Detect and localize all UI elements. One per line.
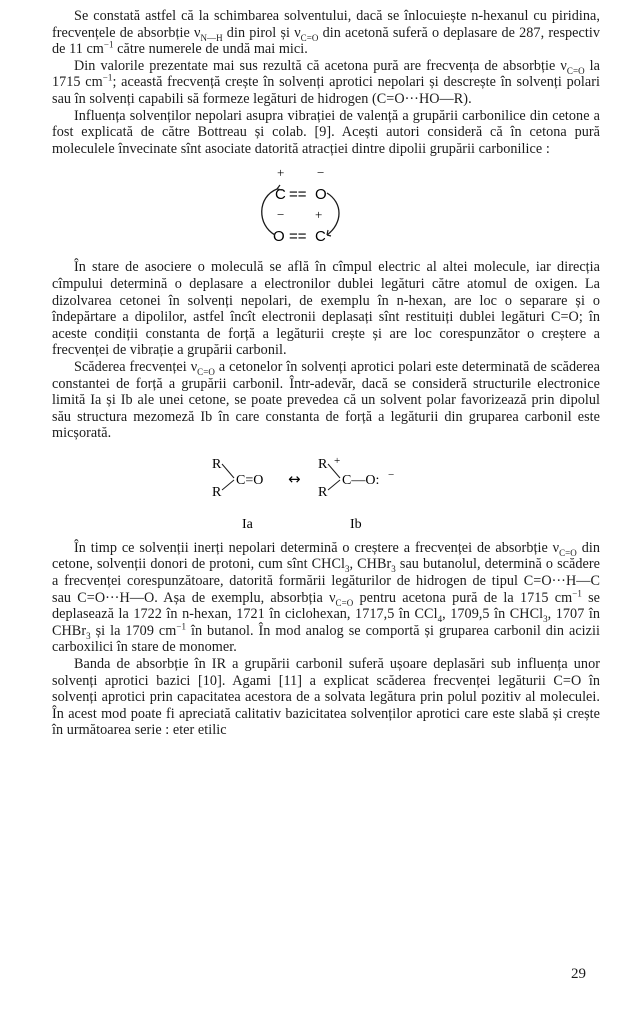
bottom-double-bond: ==	[289, 228, 307, 246]
top-carbon: C	[275, 186, 286, 204]
paragraph-2: Din valorile prezentate mai sus rezultă că acetona pură are frecvența de absorbție $\nu_{C=O}$ la 1715 $cm^{-1}$; această frecvență crește în solvenți aprotici nepolari și descrește în solvenți polari sau în solvenți capabili să formeze legături de hidrogen (C=O···HO—R).	[52, 57, 601, 107]
resonance-arrow: ↔	[288, 469, 301, 488]
structure-ib-plus: +	[334, 454, 341, 467]
resonance-structures-figure	[52, 448, 600, 536]
resonance-diagram	[202, 448, 462, 536]
paragraph-6: În timp ce solvenții inerți nepolari determină o creștere a frecvenței de absorbție $\nu_{C=O}$ din cetone, solvenții donori de protoni, cum sînt CHCl$_3$, CHBr$_3$ sau butanolul, determină o scădere a frecvenței corespunzătoare, datorită formării legăturilor de hidrogen de tipul C=O···H—C sau C=O···H—O. Așa de exemplu, absorbția $\nu_{C=O}$ pentru acetona pură de la 1715 $cm^{-1}$ se deplasează la 1722 în n-hexan, 1721 în ciclohexan, 1717,5 în CCl$_4$, 1709,5 în CHCl$_3$, 1707 în CHBr$_3$ și la 1709 $cm^{-1}$ în butanol. În mod analog se comportă și gruparea carbonil din acizii carboxilici în stare de monomer.	[52, 539, 601, 656]
paragraph-3: Influența solvenților nepolari asupra vibrației de valență a grupării carbonilice din cetone a fost explicată de către Bottreau și colab. [9]. Acești autori consideră că în cetona pură moleculele învecinate sînt asociate datorită atracției dintre dipolii grupării carbonilice :	[52, 107, 600, 157]
bottom-oxygen: O	[273, 228, 285, 246]
structure-ia-formula: C=O	[236, 472, 264, 488]
dipole-diagram	[247, 163, 377, 255]
bottom-carbon: C	[315, 228, 326, 246]
paragraph-7: Banda de absorbție în IR a grupării carbonil suferă ușoare deplasări sub influența unor solvenți aprotici bazici [10]. Agami [11] a explicat scăderea frecvenței legăturii C=O în solvenți aprotici prin capacitatea acestora de a solvata legătura prin polul pozitiv al moleculei. În acest mod poate fi apreciată calitativ bazicitatea solvenților aprotici care este slabă și crește în următoarea serie : eter etilic	[52, 656, 600, 739]
page-number: 29	[571, 966, 586, 982]
structure-ia-r-bottom: R	[212, 484, 222, 500]
top-double-bond: ==	[289, 186, 307, 204]
bottom-plus-sign: +	[315, 207, 323, 223]
structure-label-ib: Ib	[350, 516, 362, 532]
top-plus-sign: +	[277, 165, 285, 181]
structure-ib-formula: C—O:	[342, 472, 380, 488]
top-oxygen: O	[315, 186, 327, 204]
structure-ia-r-top: R	[212, 456, 222, 472]
structure-ib-minus: −	[388, 468, 395, 481]
structure-ib-r-top: R	[318, 456, 328, 472]
dipole-association-figure	[52, 163, 600, 255]
right-attraction-arc	[327, 193, 339, 235]
paragraph-1: Se constată astfel că la schimbarea solventului, dacă se înlocuiește n-hexanul cu piridina, frecvențele de absorbție $\nu_{N—H}$ din pirol și $\nu_{C=O}$ din acetonă suferă o deplasare de 287, respectiv de 11 $cm^{-1}$ către numerele de undă mai mici.	[52, 8, 600, 58]
structure-ib-r-bottom: R	[318, 484, 328, 500]
paragraph-5: Scăderea frecvenței $\nu_{C=O}$ a cetonelor în solvenți aprotici polari este determinată de scăderea constantei de forță a grupării carbonil. Într-adevăr, dacă se consideră structurile electronice limită Ia și Ib ale unei cetone, se poate prevedea că un solvent polar favorizează prin dipolul său structura mezomeză Ib în care constanta de forță a legăturii din gruparea carbonil este micșorată.	[52, 358, 600, 442]
paragraph-4: În stare de asociere o moleculă se află în cîmpul electric al altei molecule, iar direcția cîmpului determină o deplasare a electronilor dublei legături către atomul de oxigen. La dizolvarea cetonei în solvenți nepolari, de exemplu în n-hexan, are loc o separare și o îndepărtare a dipolilor, astfel încît electronii deplasați sînt restituiți dublei legături C=O; în aceste condiții constanta de forță a legăturii crește și are loc corespunzător o creștere a frecvenței de vibrație a grupării carbonil.	[52, 259, 600, 359]
top-minus-sign: −	[317, 165, 325, 181]
page-body	[52, 8, 600, 739]
structure-label-ia: Ia	[242, 516, 253, 532]
bottom-minus-sign: −	[277, 207, 285, 223]
